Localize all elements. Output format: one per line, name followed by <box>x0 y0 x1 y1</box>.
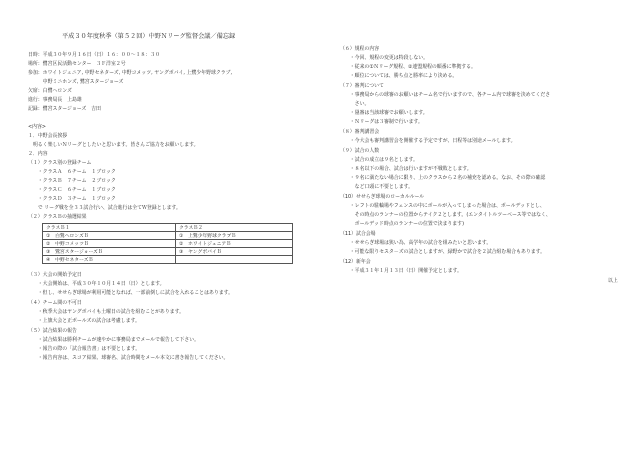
body-line: ・但し、せせらぎ球場が利用可能となれば、一部前倒しに試合を入れることはあります。 <box>28 290 234 296</box>
class-b-group-table <box>42 223 293 264</box>
body-line: ・可能な限りセスタ－ズの試合としますが、緑野かで試合を２試合組む場合もあります。 <box>340 249 546 255</box>
body-line: （１）クラス別の登録チーム <box>28 160 92 166</box>
body-line: （９）試合の人数 <box>340 148 380 154</box>
body-line: （７）審判について <box>340 83 384 89</box>
meta-line: 記録：鷺宮スタージョーズ 吉田 <box>28 106 101 112</box>
table-header-cell: クラスＢ２ <box>176 224 293 232</box>
body-line: ・試合結果は勝利チームが速やかに事務局までメールで報告して下さい。 <box>28 337 200 343</box>
body-line: ・Ｎリーグは３審制で行います。 <box>340 119 423 125</box>
body-line: ・クラスＤ ３チーム １ブロック <box>28 196 116 202</box>
body-line: <内容> <box>28 124 46 130</box>
table-row <box>43 256 293 264</box>
body-line: ・平成３１年１月１３日（日）開催予定とします。 <box>340 268 462 274</box>
meta-line: 日時：平成３０年９月１６日（日）１６：００～１８：３０ <box>28 52 161 58</box>
body-line: （11）試合会場 <box>340 231 376 237</box>
document-title: 平成３０年度秋季（第５２回）中野Ｎリーグ監督会議／備忘録 <box>62 33 236 40</box>
body-line: ・９名に満たない場合に限り、上のクラスから２名の補充を認める。なお、その際の確認 <box>340 175 546 181</box>
body-line: 明るく楽しいＮリーグとしたいと思います。皆さんご協力をお願いします。 <box>28 142 199 148</box>
body-line: その時点のランナーの位置からテイク２とします。(エンタイトルツーベース等ではなく、 <box>340 212 551 218</box>
table-cell: ③ 鷺宮スタージョーズＢ <box>43 248 176 256</box>
table-cell <box>176 256 293 264</box>
body-line: ・今回、規程の変更は特段しない。 <box>340 55 429 61</box>
body-line: （10）せせらぎ球場のローカルルール <box>340 194 425 200</box>
table-row <box>43 232 293 240</box>
body-line: ・塁審は当該球審でお願いします。 <box>340 110 428 116</box>
body-line: ・クラスＡ ６チーム １ブロック <box>28 169 116 175</box>
meta-line: 参加：ホワイトジュニア, 中野セネターズ, 中野コメッツ, ヤングボバイ, 上鷺少年野球クラブ, <box>28 70 233 76</box>
body-line: さい。 <box>340 101 370 107</box>
body-line: （４）チーム間の不可日 <box>28 300 82 306</box>
body-line: ・従来の①Ｎリーグ規程、②連盟規程の順番に準拠する。 <box>340 64 476 70</box>
table-row <box>43 248 293 256</box>
closing-mark: 以上 <box>608 278 618 284</box>
body-line: ・レフトの駐輪場やフェンスの中にボールが入ってしまった場合は、ボールデッドとし、 <box>340 203 545 209</box>
body-line: （３）大会の開始予定日 <box>28 272 82 278</box>
body-line: （５）試合結果の報告 <box>28 328 77 334</box>
body-line: （12）新年会 <box>340 259 371 265</box>
body-line: （８）審判講習会 <box>340 129 380 135</box>
body-line: ・今大会も審判講習会を開催する予定ですが、日程等は別途メールします。 <box>340 138 516 144</box>
body-line: ・報告内容は、スコア結果、球審名、試合時間をメール本文に書き報告してください。 <box>28 355 229 361</box>
meta-line: 欠席：白鷺ヘロンズ <box>28 88 72 94</box>
body-line: ・試合の成立は９名とします。 <box>340 157 418 163</box>
body-line: ・８名以下の場合、試合は行いますが不戦敗とします。 <box>340 166 472 172</box>
body-line: ・報告の際の「試合報告書」は不要とします。 <box>28 346 141 352</box>
table-cell: ④ 中野セネターズＢ <box>43 256 176 264</box>
body-line: ・クラスＢ ７チーム ２ブロック <box>28 178 116 184</box>
table-row <box>43 240 293 248</box>
body-line: ・クラスＣ ６チーム １ブロック <box>28 187 116 193</box>
body-line: （２）クラスＢの抽選結果 <box>28 214 87 220</box>
table-header-cell: クラスＢ１ <box>43 224 176 232</box>
body-line: ・事務局からの球審のお願いはチーム名で行いますので、各チーム内で球審を決めてくださ <box>340 92 551 98</box>
table-cell: ① 白鷺ヘロンズＢ <box>43 232 176 240</box>
body-line: ２．内容 <box>28 151 48 157</box>
body-line: ボールデッド時点のランナーの位置で決まります) <box>340 221 464 227</box>
body-line: ・大会開始は、平成３０年１０月１４日（日）とします。 <box>28 281 165 287</box>
meta-line: 進行：事務局長 上島雄 <box>28 97 82 103</box>
table-cell: ② 中野コメッツＢ <box>43 240 176 248</box>
body-line: （６）規程の内容 <box>340 46 380 52</box>
table-header-row <box>43 224 293 232</box>
body-line: など口頭に不要とします。 <box>340 184 413 190</box>
table-cell: ② ホワイトジュニアＢ <box>176 240 293 248</box>
body-line: ・順位については、勝ち点と勝率により決める。 <box>340 73 458 79</box>
body-line: で リーグ戦を全３３試合行い、試合進行は全てＷ登録とします。 <box>28 205 181 211</box>
body-line: ・秋季大会はヤングボバイも土曜日の試合を組むことがあります。 <box>28 309 184 315</box>
table-cell: ③ ヤングボバイＢ <box>176 248 293 256</box>
meta-line: 場所：鷺宮区民活動センター ３Ｆ洋室２号 <box>28 61 126 67</box>
meta-line: 中野ミニホンズ, 鷺宮スタージョーズ <box>28 79 124 85</box>
body-line: １．中野会長挨拶 <box>28 133 68 139</box>
body-line: ・上旗大会と正ボールズの試合は考慮します。 <box>28 318 140 324</box>
table-cell: ① 上鷺少年野球クラブＢ <box>176 232 293 240</box>
body-line: ・せせらぎ球場は狭い為、高学年の試合を組みたいと思います。 <box>340 240 492 246</box>
